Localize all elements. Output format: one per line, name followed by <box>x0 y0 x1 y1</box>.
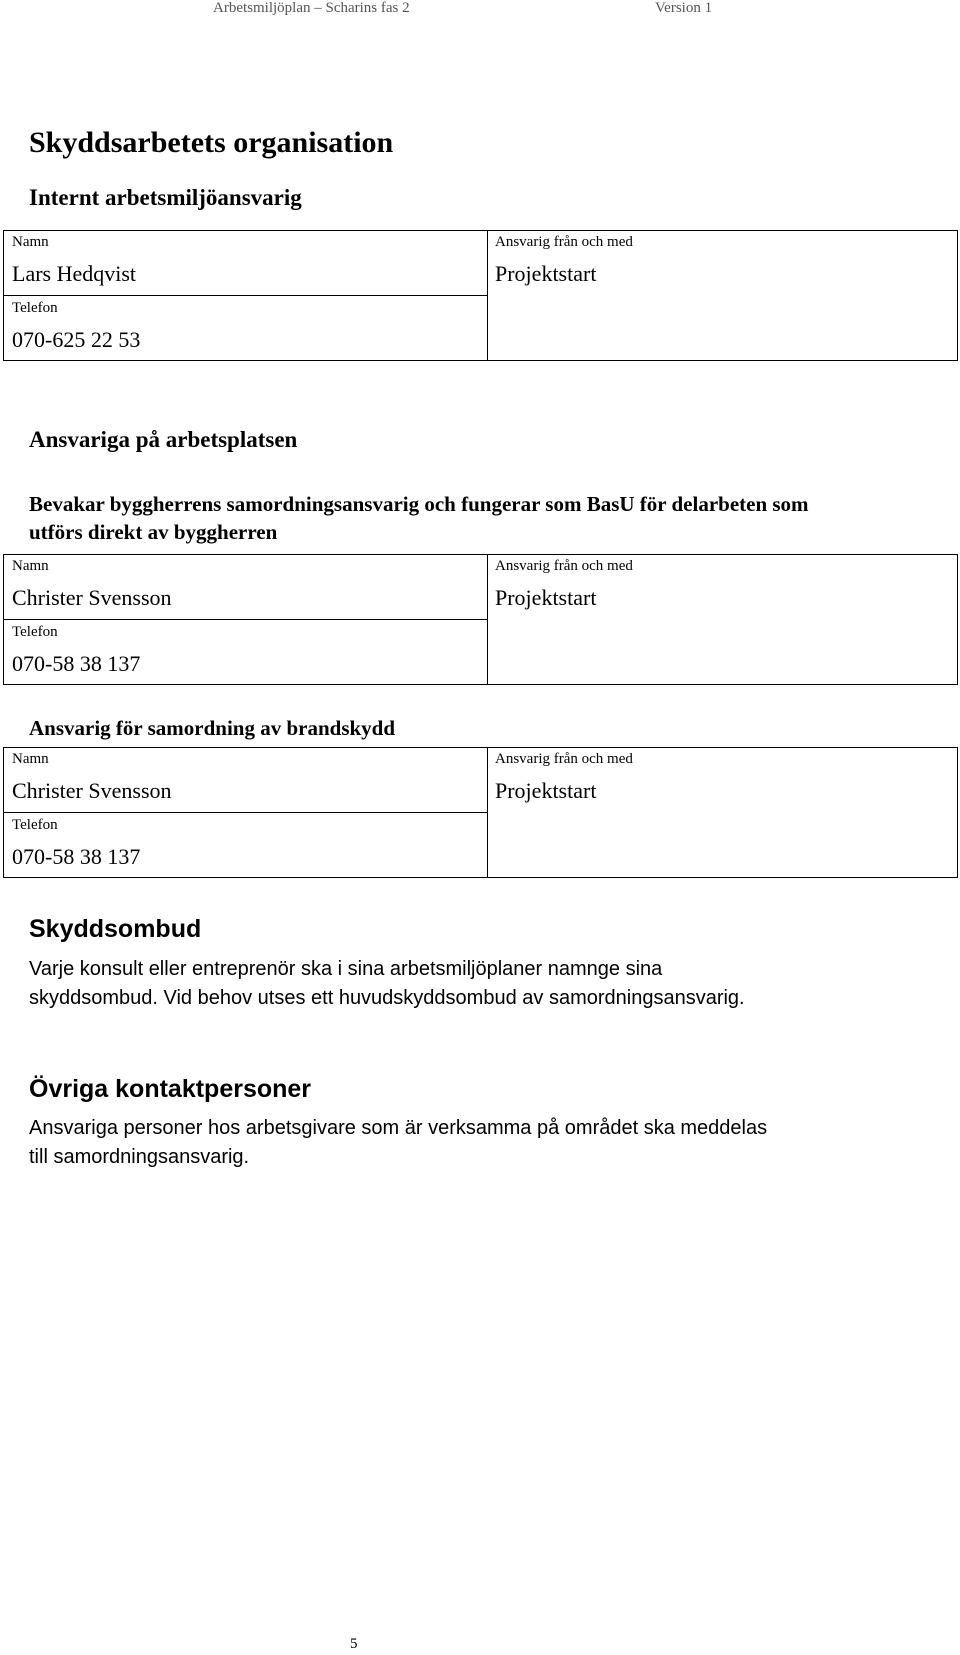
brandskydd-phone-label: Telefon <box>12 817 58 833</box>
ovriga-heading: Övriga kontaktpersoner <box>29 1075 312 1103</box>
arbetsplatsen-contact-box <box>3 554 958 685</box>
page-header-title: Arbetsmiljöplan – Scharins fas 2 <box>213 0 410 16</box>
brandskydd-phone-value: 070-58 38 137 <box>12 844 141 869</box>
brandskydd-from-value: Projektstart <box>495 778 597 803</box>
brandskydd-name-value: Christer Svensson <box>12 778 172 803</box>
page-number: 5 <box>350 1636 358 1652</box>
arbetsplatsen-phone-value: 070-58 38 137 <box>12 651 141 676</box>
brandskydd-heading: Ansvarig för samordning av brandskydd <box>29 716 396 740</box>
brandskydd-from-label: Ansvarig från och med <box>495 751 633 767</box>
internt-from-value: Projektstart <box>495 261 597 286</box>
brandskydd-contact-box <box>3 747 958 878</box>
arbetsplatsen-subheading: Bevakar byggherrens samordningsansvarig och fungerar som BasU för delarbeten som utförs direkt av byggherren <box>29 492 809 544</box>
internt-name-label: Namn <box>12 234 49 250</box>
skyddsombud-text: Varje konsult eller entreprenör ska i sina arbetsmiljöplaner namnge sina skyddsombud. Vid behov utses ett huvudskyddsombud av samordningsansvarig. <box>29 958 745 1009</box>
internt-phone-value: 070-625 22 53 <box>12 327 141 352</box>
internt-phone-label: Telefon <box>12 300 58 316</box>
internt-from-label: Ansvarig från och med <box>495 234 633 250</box>
arbetsplatsen-from-value: Projektstart <box>495 585 597 610</box>
arbetsplatsen-name-label: Namn <box>12 558 49 574</box>
arbetsplatsen-heading: Ansvariga på arbetsplatsen <box>29 427 298 452</box>
ovriga-text: Ansvariga personer hos arbetsgivare som är verksamma på området ska meddelas till samordningsansvarig. <box>29 1117 768 1168</box>
internt-heading: Internt arbetsmiljöansvarig <box>29 185 302 210</box>
internt-name-value: Lars Hedqvist <box>12 261 137 286</box>
brandskydd-name-label: Namn <box>12 751 49 767</box>
page-header-version: Version 1 <box>655 0 713 16</box>
internt-contact-box <box>3 230 958 361</box>
page-title: Skyddsarbetets organisation <box>29 126 394 159</box>
arbetsplatsen-phone-label: Telefon <box>12 624 58 640</box>
arbetsplatsen-from-label: Ansvarig från och med <box>495 558 633 574</box>
arbetsplatsen-name-value: Christer Svensson <box>12 585 172 610</box>
skyddsombud-heading: Skyddsombud <box>29 915 202 943</box>
